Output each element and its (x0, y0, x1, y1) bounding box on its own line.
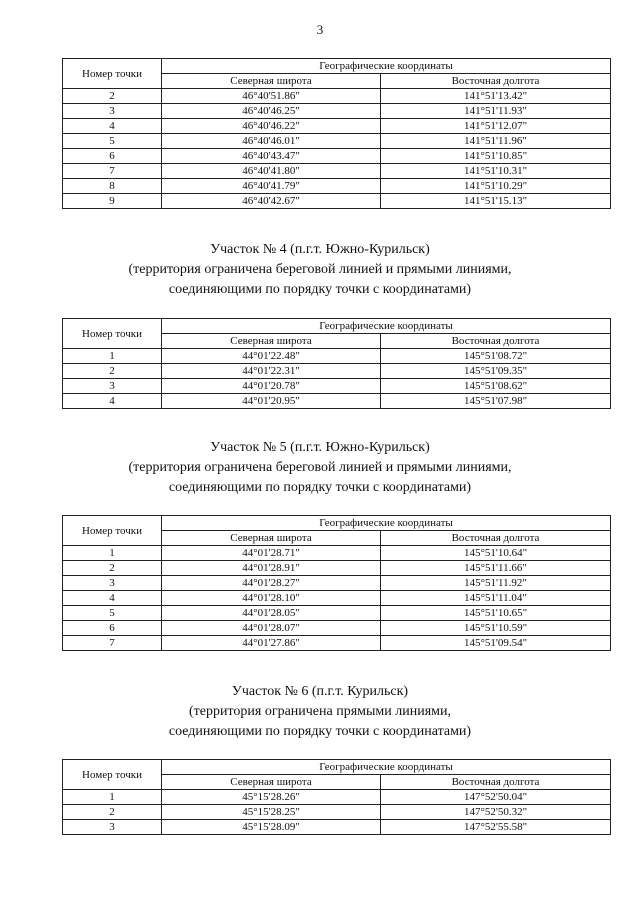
table-row (63, 364, 611, 379)
longitude-cell: 145°51'10.59" (381, 621, 611, 636)
longitude-cell: 141°51'13.42" (381, 89, 611, 104)
latitude-cell: 45°15'28.25" (162, 805, 381, 820)
east-longitude-header: Восточная долгота (381, 775, 611, 790)
point-number-header: Номер точки (63, 319, 162, 349)
latitude-cell: 44°01'28.10" (162, 591, 381, 606)
east-longitude-header: Восточная долгота (381, 531, 611, 546)
table-row (63, 606, 611, 621)
table-row (63, 149, 611, 164)
point-number: 3 (63, 104, 162, 119)
table-row (63, 820, 611, 835)
latitude-cell: 44°01'28.27" (162, 576, 381, 591)
table-row (63, 89, 611, 104)
longitude-cell: 145°51'07.98" (381, 394, 611, 409)
point-number: 4 (63, 394, 162, 409)
table-row (63, 636, 611, 651)
east-longitude-header: Восточная долгота (381, 74, 611, 89)
latitude-cell: 44°01'28.91" (162, 561, 381, 576)
latitude-cell: 44°01'28.07" (162, 621, 381, 636)
point-number-header: Номер точки (63, 760, 162, 790)
point-number: 5 (63, 606, 162, 621)
longitude-cell: 145°51'09.35" (381, 364, 611, 379)
point-number: 3 (63, 820, 162, 835)
geo-coords-header: Географические координаты (162, 516, 611, 531)
latitude-cell: 46°40'46.25" (162, 104, 381, 119)
table-row (63, 561, 611, 576)
point-number: 2 (63, 89, 162, 104)
point-number: 1 (63, 349, 162, 364)
point-number: 8 (63, 179, 162, 194)
table-row (63, 805, 611, 820)
latitude-cell: 44°01'28.71" (162, 546, 381, 561)
point-number: 1 (63, 546, 162, 561)
table-row (63, 194, 611, 209)
point-number: 2 (63, 805, 162, 820)
longitude-cell: 147°52'50.32" (381, 805, 611, 820)
point-number-header: Номер точки (63, 516, 162, 546)
point-number: 7 (63, 636, 162, 651)
section-description-line: соединяющими по порядку точки с координатами) (168, 282, 472, 297)
longitude-cell: 145°51'09.54" (381, 636, 611, 651)
east-longitude-header: Восточная долгота (381, 334, 611, 349)
point-number-header: Номер точки (63, 59, 162, 89)
page-number: 3 (316, 22, 324, 37)
latitude-cell: 44°01'22.48" (162, 349, 381, 364)
table-row (63, 134, 611, 149)
table-row (63, 790, 611, 805)
section-5-heading (0, 438, 640, 498)
geo-coords-header: Географические координаты (162, 319, 611, 334)
table-row (63, 546, 611, 561)
geo-coords-header: Географические координаты (162, 59, 611, 74)
longitude-cell: 141°51'10.29" (381, 179, 611, 194)
latitude-cell: 44°01'22.31" (162, 364, 381, 379)
table-row (63, 591, 611, 606)
longitude-cell: 141°51'11.93" (381, 104, 611, 119)
latitude-cell: 44°01'20.95" (162, 394, 381, 409)
point-number: 2 (63, 561, 162, 576)
point-number: 9 (63, 194, 162, 209)
point-number: 6 (63, 149, 162, 164)
point-number: 3 (63, 576, 162, 591)
section-title: Участок № 4 (п.г.т. Южно-Курильск) (210, 242, 430, 257)
coordinates-table-section-5 (62, 515, 611, 651)
table-row (63, 179, 611, 194)
section-description-line: соединяющими по порядку точки с координатами) (168, 480, 472, 495)
latitude-cell: 44°01'28.05" (162, 606, 381, 621)
point-number: 4 (63, 119, 162, 134)
section-description-line: (территория ограничена береговой линией и прямыми линиями, (128, 262, 512, 277)
point-number: 2 (63, 364, 162, 379)
table-row (63, 164, 611, 179)
coordinates-table-section-6 (62, 759, 611, 835)
geo-coords-header: Географические координаты (162, 760, 611, 775)
latitude-cell: 46°40'41.80" (162, 164, 381, 179)
longitude-cell: 145°51'11.66" (381, 561, 611, 576)
north-latitude-header: Северная широта (162, 74, 381, 89)
table-row (63, 104, 611, 119)
latitude-cell: 44°01'20.78" (162, 379, 381, 394)
longitude-cell: 145°51'08.72" (381, 349, 611, 364)
longitude-cell: 145°51'08.62" (381, 379, 611, 394)
longitude-cell: 141°51'15.13" (381, 194, 611, 209)
latitude-cell: 45°15'28.09" (162, 820, 381, 835)
longitude-cell: 145°51'11.04" (381, 591, 611, 606)
latitude-cell: 46°40'41.79" (162, 179, 381, 194)
point-number: 4 (63, 591, 162, 606)
longitude-cell: 141°51'10.31" (381, 164, 611, 179)
longitude-cell: 141°51'10.85" (381, 149, 611, 164)
latitude-cell: 46°40'51.86" (162, 89, 381, 104)
section-title: Участок № 5 (п.г.т. Южно-Курильск) (210, 440, 430, 455)
table-row (63, 394, 611, 409)
latitude-cell: 46°40'43.47" (162, 149, 381, 164)
section-4-heading (0, 240, 640, 300)
section-description-line: соединяющими по порядку точки с координатами) (168, 724, 472, 739)
section-6-heading (0, 682, 640, 742)
longitude-cell: 145°51'10.64" (381, 546, 611, 561)
point-number: 5 (63, 134, 162, 149)
north-latitude-header: Северная широта (162, 531, 381, 546)
latitude-cell: 46°40'42.67" (162, 194, 381, 209)
point-number: 7 (63, 164, 162, 179)
section-description-line: (территория ограничена прямыми линиями, (188, 704, 452, 719)
longitude-cell: 141°51'12.07" (381, 119, 611, 134)
coordinates-table-section-3 (62, 58, 611, 209)
latitude-cell: 46°40'46.01" (162, 134, 381, 149)
longitude-cell: 141°51'11.96" (381, 134, 611, 149)
point-number: 6 (63, 621, 162, 636)
point-number: 1 (63, 790, 162, 805)
longitude-cell: 147°52'50.04" (381, 790, 611, 805)
coordinates-table-section-4 (62, 318, 611, 409)
section-description-line: (территория ограничена береговой линией и прямыми линиями, (128, 460, 512, 475)
latitude-cell: 44°01'27.86" (162, 636, 381, 651)
point-number: 3 (63, 379, 162, 394)
table-row (63, 621, 611, 636)
table-row (63, 379, 611, 394)
north-latitude-header: Северная широта (162, 775, 381, 790)
table-row (63, 349, 611, 364)
latitude-cell: 46°40'46.22" (162, 119, 381, 134)
table-row (63, 119, 611, 134)
longitude-cell: 145°51'11.92" (381, 576, 611, 591)
latitude-cell: 45°15'28.26" (162, 790, 381, 805)
table-row (63, 576, 611, 591)
longitude-cell: 147°52'55.58" (381, 820, 611, 835)
longitude-cell: 145°51'10.65" (381, 606, 611, 621)
section-title: Участок № 6 (п.г.т. Курильск) (231, 684, 409, 699)
north-latitude-header: Северная широта (162, 334, 381, 349)
